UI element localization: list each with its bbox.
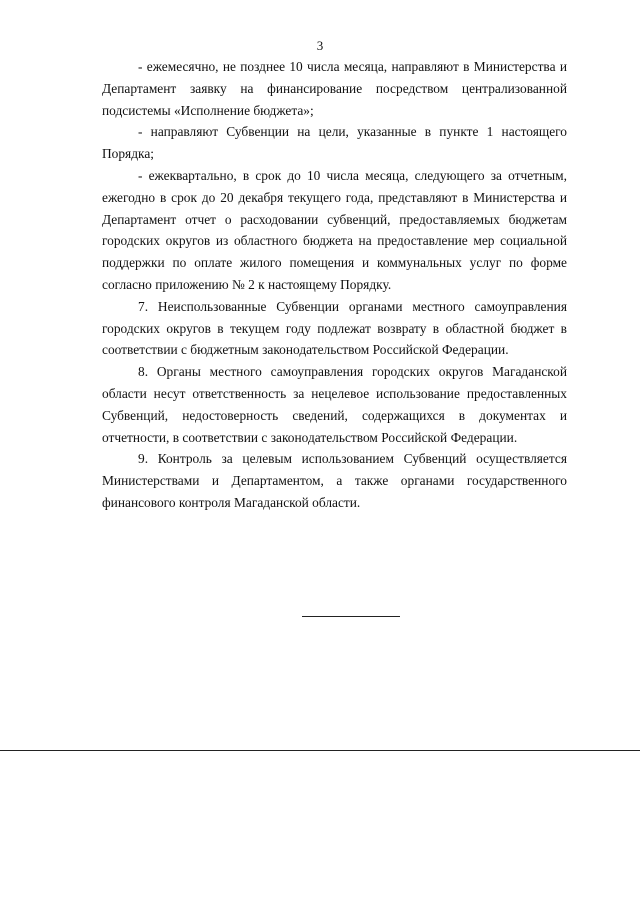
document-body <box>102 56 567 514</box>
closing-divider <box>302 616 400 617</box>
paragraph-9-control: 9. Контроль за целевым использованием Субвенций осуществляется Министерствами и Департаментом, а также органами государственного финансового контроля Магаданской области. <box>102 451 567 510</box>
paragraph-send-subventions: - направляют Субвенции на цели, указанные в пункте 1 настоящего Порядка; <box>102 124 567 162</box>
footer-rule <box>0 750 640 751</box>
paragraph-7-unused-subventions: 7. Неиспользованные Субвенции органами местного самоуправления городских округов в текущем году подлежат возврату в областной бюджет в соответствии с бюджетным законодательством Российской Федерации. <box>102 298 567 358</box>
paragraph-monthly-request: - ежемесячно, не позднее 10 числа месяца, направляют в Министерства и Департамент заявку на финансирование посредством централизованной подсистемы «Исполнение бюджета»; <box>102 59 567 118</box>
page-number: 3 <box>316 38 324 53</box>
paragraph-quarterly-report: - ежеквартально, в срок до 10 числа месяца, следующего за отчетным, ежегодно в срок до 20 декабря текущего года, представляют в Министерства и Департамент отчет о расходовании субвенций, предоставляемых бюджетам городских округов из областного бюджета на предоставление мер социальной поддержки по оплате жилого помещения и коммунальных услуг по форме согласно приложению № 2 к настоящему Порядку. <box>102 167 567 292</box>
paragraph-8-responsibility: 8. Органы местного самоуправления городских округов Магаданской области несут ответственность за нецелевое использование предоставленных Субвенций, недостоверность сведений, содержащихся в документах и отчетности, в соответствии с законодательством Российской Федерации. <box>102 364 567 445</box>
